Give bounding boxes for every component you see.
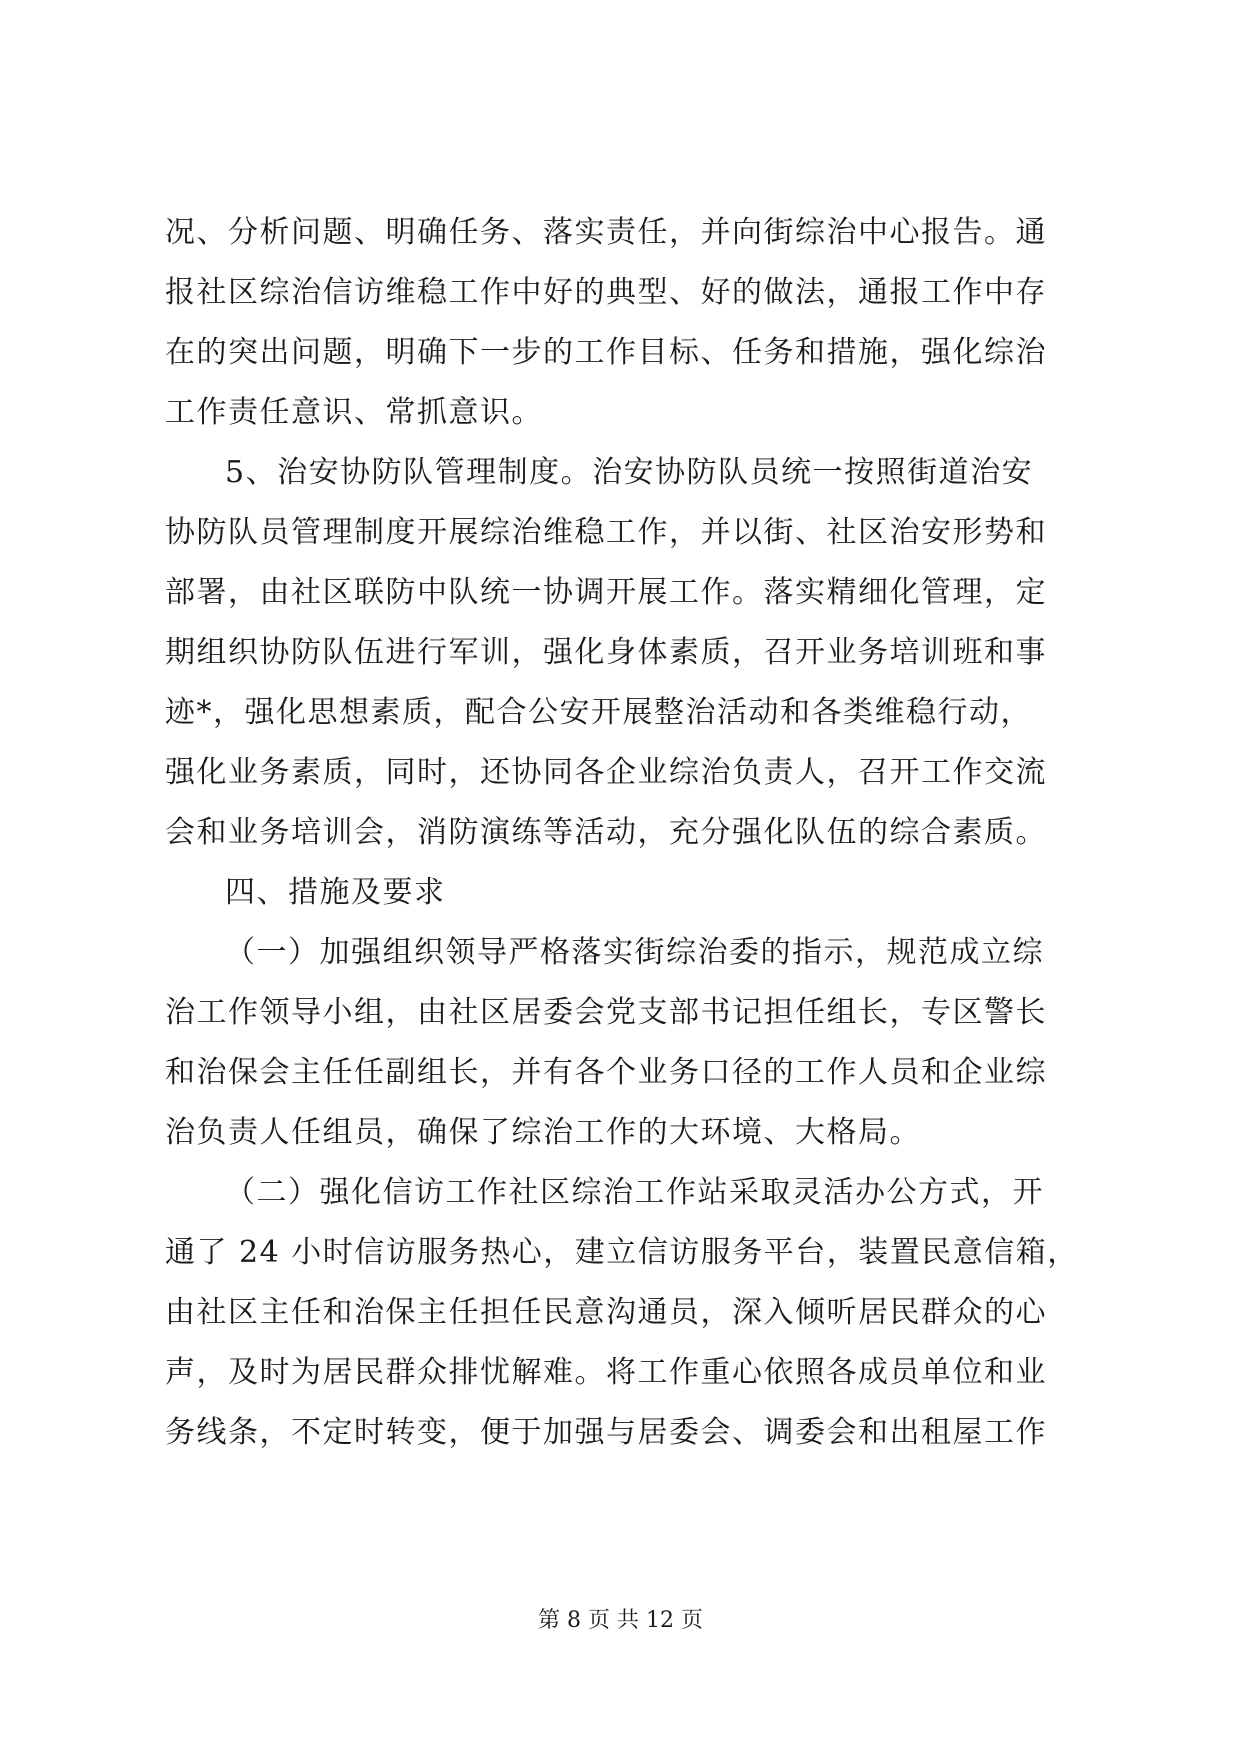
text-line: 会和业务培训会，消防演练等活动，充分强化队伍的综合素质。 xyxy=(165,815,1047,850)
text-line: 由社区主任和治保主任担任民意沟通员，深入倾听居民群众的心 xyxy=(165,1295,1047,1330)
text-line: 强化业务素质，同时，还协同各企业综治负责人，召开工作交流 xyxy=(165,755,1047,790)
text-line: 报社区综治信访维稳工作中好的典型、好的做法，通报工作中存 xyxy=(165,275,1047,310)
section-heading: 四、措施及要求 xyxy=(225,875,446,910)
page-number-footer: 第 8 页 共 12 页 xyxy=(538,1608,703,1633)
text-line: 协防队员管理制度开展综治维稳工作，并以街、社区治安形势和 xyxy=(165,515,1047,550)
text-line: 期组织协防队伍进行军训，强化身体素质，召开业务培训班和事 xyxy=(165,635,1047,670)
text-line: 治负责人任组员，确保了综治工作的大环境、大格局。 xyxy=(165,1115,921,1150)
text-line: 在的突出问题，明确下一步的工作目标、任务和措施，强化综治 xyxy=(165,335,1047,370)
paragraph-start-line: （一）加强组织领导严格落实街综治委的指示，规范成立综 xyxy=(225,935,1044,970)
paragraph-start-line: 5、治安协防队管理制度。治安协防队员统一按照街道治安 xyxy=(225,455,1034,490)
text-line: 声，及时为居民群众排忧解难。将工作重心依照各成员单位和业 xyxy=(165,1355,1047,1390)
text-line: 部署，由社区联防中队统一协调开展工作。落实精细化管理，定 xyxy=(165,575,1047,610)
text-line: 和治保会主任任副组长，并有各个业务口径的工作人员和企业综 xyxy=(165,1055,1047,1090)
text-line: 治工作领导小组，由社区居委会党支部书记担任组长，专区警长 xyxy=(165,995,1047,1030)
text-line: 工作责任意识、常抓意识。 xyxy=(165,395,543,430)
text-line: 务线条，不定时转变，便于加强与居委会、调委会和出租屋工作 xyxy=(165,1415,1047,1450)
text-line: 迹*，强化思想素质，配合公安开展整治活动和各类维稳行动， xyxy=(165,695,1032,730)
paragraph-start-line: （二）强化信访工作社区综治工作站采取灵活办公方式，开 xyxy=(225,1175,1044,1210)
text-line: 况、分析问题、明确任务、落实责任，并向街综治中心报告。通 xyxy=(165,215,1047,250)
text-line: 通了 24 小时信访服务热心，建立信访服务平台，装置民意信箱， xyxy=(165,1235,1079,1270)
